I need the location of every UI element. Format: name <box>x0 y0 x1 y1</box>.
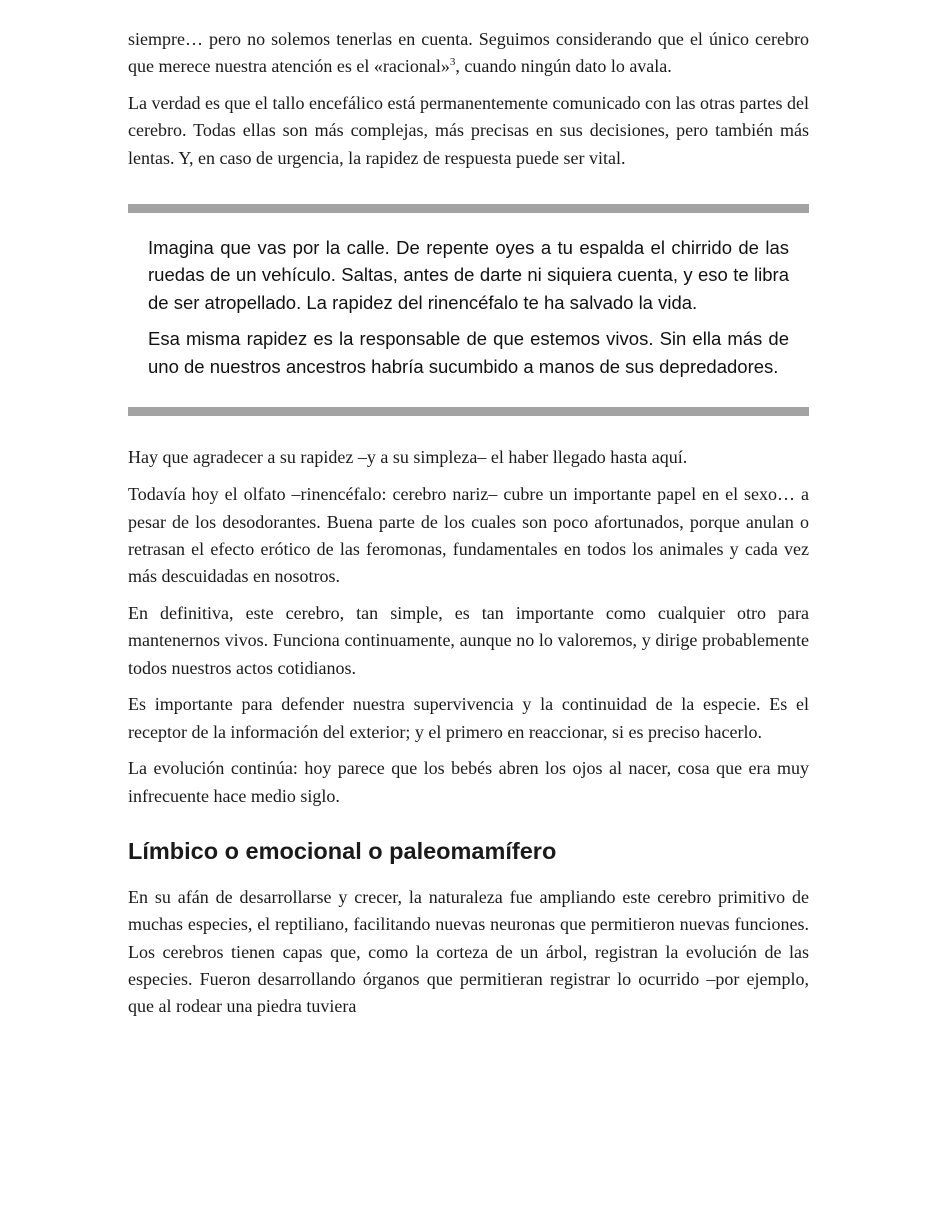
paragraph: La verdad es que el tallo encefálico está permanentemente comunicado con las otras partes del cerebro. Todas ellas son más complejas, más precisas en sus decisiones, pero también más lentas. Y, en caso de urgencia, la rapidez de respuesta puede ser vital. <box>128 93 809 168</box>
paragraph: Todavía hoy el olfato –rinencéfalo: cerebro nariz– cubre un importante papel en el sexo… a pesar de los desodorantes. Buena parte de los cuales son poco afortunados, porque anulan o retrasan el efecto erótico de las feromonas, fundamentales en todos los animales y cada vez más descuidadas en nosotros. <box>128 484 809 587</box>
callout-body <box>128 213 809 408</box>
paragraph: La evolución continúa: hoy parece que los bebés abren los ojos al nacer, cosa que era muy infrecuente hace medio siglo. <box>128 758 809 806</box>
callout-top-rule <box>128 204 809 213</box>
paragraph: En definitiva, este cerebro, tan simple, es tan importante como cualquier otro para mantenernos vivos. Funciona continuamente, aunque no lo valoremos, y dirige probablemente todos nuestros actos cotidianos. <box>128 602 809 678</box>
page-content <box>128 26 809 1030</box>
paragraph <box>128 26 809 81</box>
callout-box <box>128 204 809 417</box>
paragraph-text: , cuando ningún dato lo avala. <box>455 56 672 77</box>
callout-paragraph: Esa misma rapidez es la responsable de que estemos vivos. Sin ella más de uno de nuestros ancestros habría sucumbido a manos de sus depredadores. <box>148 328 789 377</box>
paragraph: Hay que agradecer a su rapidez –y a su simpleza– el haber llegado hasta aquí. <box>128 447 688 468</box>
paragraph: En su afán de desarrollarse y crecer, la naturaleza fue ampliando este cerebro primitivo de muchas especies, el reptiliano, facilitando nuevas neuronas que permitieron nuevas funciones. Los cerebros tienen capas que, como la corteza de un árbol, registran la evolución de las especies. Fueron desarrollando órganos que permitieran registrar lo ocurrido –por ejemplo, que al rodear una piedra tuviera <box>128 887 809 1017</box>
paragraph-text: siempre… pero no solemos tenerlas en cuenta. Seguimos considerando que el único cerebro que merece nuestra atención es el «racional» <box>128 29 809 77</box>
footnote-reference[interactable]: 3 <box>449 56 456 69</box>
callout-bottom-rule <box>128 407 809 416</box>
section-heading: Límbico o emocional o paleomamífero <box>128 838 557 865</box>
paragraph: Es importante para defender nuestra supervivencia y la continuidad de la especie. Es el receptor de la información del exterior; y el primero en reaccionar, si es preciso hacerlo. <box>128 694 809 742</box>
callout-paragraph: Imagina que vas por la calle. De repente oyes a tu espalda el chirrido de las ruedas de un vehículo. Saltas, antes de darte ni siquiera cuenta, y eso te libra de ser atropellado. La rapidez del rinencéfalo te ha salvado la vida. <box>148 236 789 313</box>
